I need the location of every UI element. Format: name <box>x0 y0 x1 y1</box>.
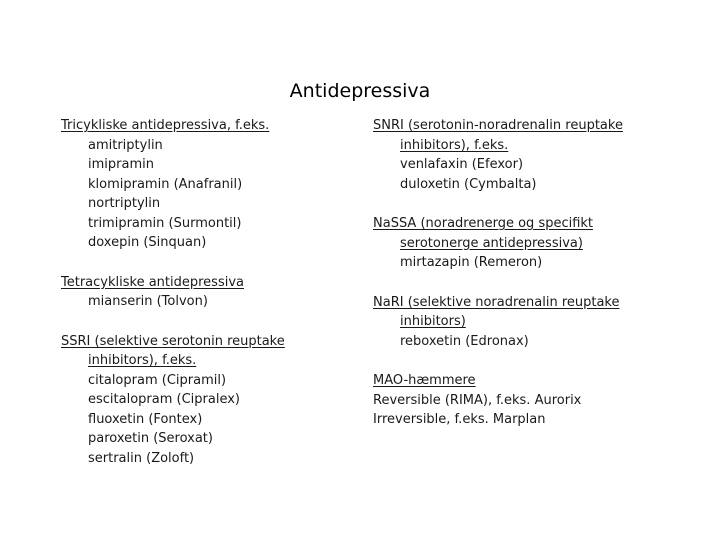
list-item: citalopram (Cipramil) <box>88 372 227 388</box>
list-item: amitriptylin <box>88 137 163 153</box>
left-column <box>61 116 361 468</box>
heading-nari-line1: NaRI (selektive noradrenalin reuptake <box>373 294 620 310</box>
list-item: venlafaxin (Efexor) <box>400 157 524 172</box>
list-item: fluoxetin (Fontex) <box>88 411 203 427</box>
list-item: trimipramin (Surmontil) <box>88 215 242 231</box>
list-item: mirtazapin (Remeron) <box>400 255 543 270</box>
heading-ssri <box>61 332 361 371</box>
list-item: reboxetin (Edronax) <box>400 333 529 349</box>
section-nari <box>373 293 693 352</box>
list-item: imipramin <box>88 157 154 172</box>
heading-nari-line2: inhibitors) <box>400 314 466 329</box>
list-item: sertralin (Zoloft) <box>88 450 195 466</box>
heading-nari <box>373 293 693 332</box>
list-item: nortriptylin <box>88 196 161 211</box>
heading-snri-line2: inhibitors), f.eks. <box>400 137 509 153</box>
heading-nassa <box>373 214 693 253</box>
list-item: duloxetin (Cymbalta) <box>400 176 537 192</box>
heading-mao: MAO-hæmmere <box>373 373 476 388</box>
section-ssri <box>61 332 361 469</box>
heading-nassa-line2: serotonerge antidepressiva) <box>400 235 583 251</box>
list-item: mianserin (Tolvon) <box>88 294 208 309</box>
section-nassa <box>373 214 693 273</box>
list-item: escitalopram (Cipralex) <box>88 392 240 407</box>
heading-ssri-line2: inhibitors), f.eks. <box>88 353 197 368</box>
heading-tricyclic: Tricykliske antidepressiva, f.eks. <box>61 118 270 133</box>
heading-snri <box>373 116 693 155</box>
page-title: Antidepressiva <box>289 80 431 102</box>
list-item: klomipramin (Anafranil) <box>88 176 243 192</box>
section-tetracyclic <box>61 273 361 312</box>
heading-ssri-line1: SSRI (selektive serotonin reuptake <box>61 333 285 349</box>
heading-snri-line1: SNRI (serotonin-noradrenalin reuptake <box>373 118 623 133</box>
list-item: paroxetin (Seroxat) <box>88 431 213 446</box>
list-item: Reversible (RIMA), f.eks. Aurorix <box>373 392 582 408</box>
heading-tetracyclic: Tetracykliske antidepressiva <box>61 274 244 290</box>
section-mao <box>373 371 693 430</box>
right-column <box>373 116 693 430</box>
heading-nassa-line1: NaSSA (noradrenerge og specifikt <box>373 216 594 231</box>
section-snri <box>373 116 693 194</box>
list-item: Irreversible, f.eks. Marplan <box>373 412 546 427</box>
list-item: doxepin (Sinquan) <box>88 235 207 250</box>
section-tricyclic <box>61 116 361 253</box>
